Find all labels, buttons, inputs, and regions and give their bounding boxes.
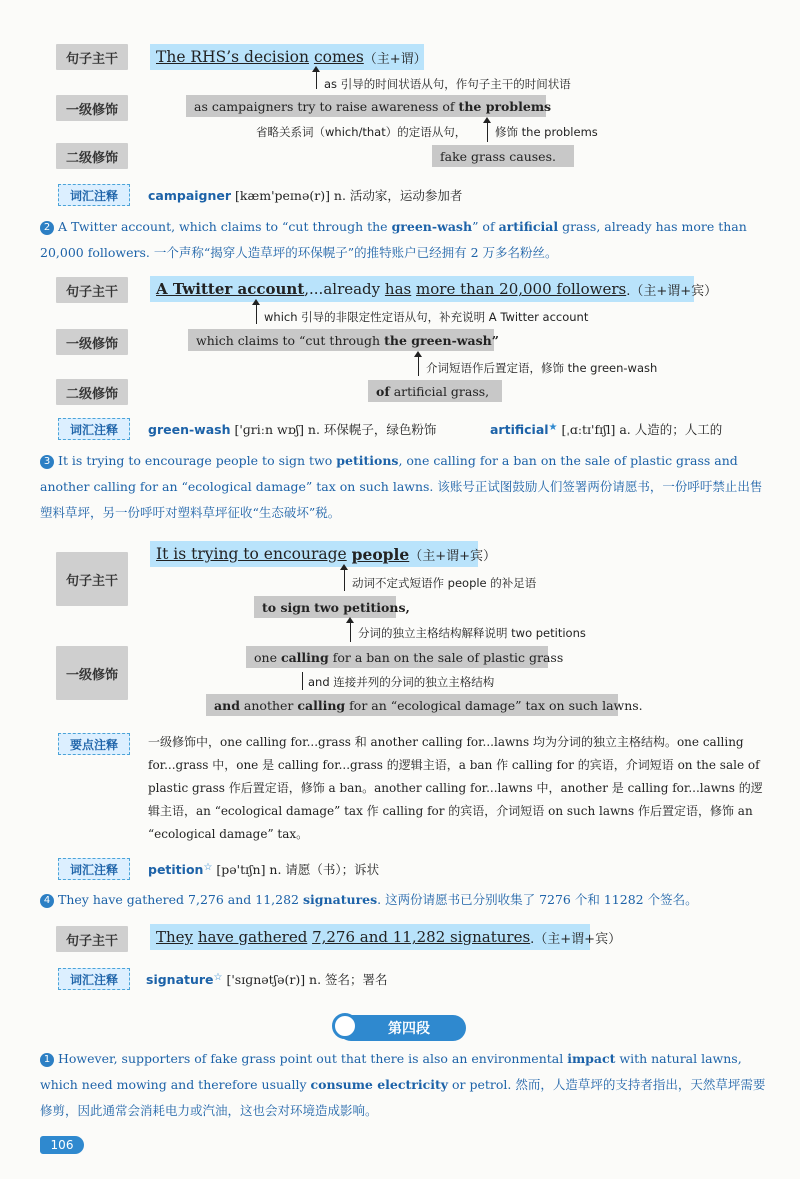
mod-key: and (214, 697, 240, 713)
mod-key: the green-wash” (384, 332, 499, 348)
mod-text: as campaigners try to raise awareness of (194, 98, 455, 114)
keyword: artificial (498, 219, 559, 234)
main-clause-2 (150, 276, 718, 302)
vocab-word: campaigner (148, 188, 232, 203)
arrow (487, 122, 488, 142)
main-clause-4 (150, 924, 622, 950)
sentence-number: 1 (40, 1053, 54, 1067)
mod-key: the problems (458, 98, 552, 114)
main-clause-3 (150, 541, 497, 567)
text: . 这两份请愿书已分别收集了 7276 个和 11282 个签名。 (377, 892, 698, 907)
label-vocab: 词汇注释 (58, 418, 130, 440)
vocab-def: [ˌɑːtɪ'fɪʃl] a. 人造的；人工的 (561, 422, 723, 437)
section-title: 第四段 (388, 1021, 430, 1037)
mod-key: of (376, 383, 390, 399)
note: 省略关系词（which/that）的定语从句， (256, 125, 467, 139)
structure: （主+谓+宾） (409, 548, 497, 564)
arrow (256, 304, 257, 324)
keyword: petitions (336, 453, 399, 468)
subject: A Twitter account (156, 280, 305, 298)
first-modifier (246, 646, 564, 668)
label-main-3: 句子主干 (56, 552, 128, 606)
label-first-mod: 一级修饰 (56, 646, 128, 700)
label-vocab: 词汇注释 (58, 184, 130, 206)
text: or petrol. 然而，人造草坪的支持者指出，天然草坪需要修剪，因此通常会消耗电力或汽油，这也会对环境造成影响。 (40, 1077, 766, 1118)
vocab-def: ['ɡriːn wɒʃ] n. 环保幌子，绿色粉饰 (234, 422, 437, 437)
vocab-word: petition (148, 862, 204, 877)
first-modifier (206, 694, 643, 716)
connector-line (302, 672, 303, 690)
vocab-word: artificial (490, 422, 549, 437)
sentence-5 (40, 1046, 768, 1124)
predicate: have gathered (197, 928, 308, 946)
structure: .（主+谓+宾） (626, 283, 718, 299)
text: A Twitter account, which claims to “cut through the (58, 219, 388, 234)
arrow (350, 622, 351, 642)
first-modifier (186, 95, 552, 117)
text: , one calling for a ban on the sale of plastic grass and another calling for an “ecological damage” tax on such lawns. 该账号正试图鼓励人们签署两份请愿书，一份呼吁禁止出售塑料草坪，另一份呼吁对塑料草坪征收“生态破坏”税。 (40, 453, 763, 520)
sentence-number: 4 (40, 894, 54, 908)
section-header (338, 1015, 466, 1041)
vocab-def: [pə'tɪʃn] n. 请愿（书）；诉状 (216, 862, 380, 877)
sentence-2 (40, 214, 768, 266)
predicate: comes (313, 48, 364, 66)
note: 修饰 the problems (495, 125, 598, 139)
vocab-def: [kæm'peɪnə(r)] n. 活动家，运动参加者 (235, 188, 463, 203)
sentence-4 (40, 887, 768, 913)
sentence-number: 3 (40, 455, 54, 469)
mod-text: which claims to “cut through (196, 332, 381, 348)
note: which 引导的非限定性定语从句，补充说明 A Twitter account (264, 310, 589, 324)
label-key-points: 要点注释 (58, 733, 130, 755)
mod-key: calling (280, 649, 329, 665)
mod-key: calling (297, 697, 346, 713)
text: It is trying to encourage people to sign two (58, 453, 333, 468)
object: 7,276 and 11,282 signatures (312, 928, 531, 946)
text: with natural lawns, which need mowing and therefore usually (40, 1051, 742, 1092)
text: They have gathered 7,276 and 11,282 (58, 892, 300, 907)
sentence-3 (40, 448, 768, 526)
object: more than 20,000 followers (416, 280, 627, 298)
arrow (344, 569, 345, 591)
label-second-mod: 二级修饰 (56, 379, 128, 405)
arrow (418, 356, 419, 376)
vocab-word: green-wash (148, 422, 231, 437)
text: grass, already has more than 20,000 followers. 一个声称“揭穿人造草坪的环保幌子”的推特账户已经拥有 2 万多名粉丝。 (40, 219, 747, 260)
text: ” of (472, 219, 495, 234)
vocab-word: signature (146, 972, 214, 987)
mod-text: to sign (262, 599, 311, 615)
keyword: consume electricity (310, 1077, 448, 1092)
second-modifier: fake grass causes. (432, 145, 574, 167)
vocab-def: ['sɪɡnətʃə(r)] n. 签名；署名 (226, 972, 388, 987)
note: 介词短语作后置定语，修饰 the green-wash (426, 361, 658, 375)
keyword: signatures (303, 892, 378, 907)
label-main-4: 句子主干 (56, 926, 128, 952)
star-icon: ☆ (203, 862, 213, 873)
predicate: has (384, 280, 412, 298)
subject-predicate: It is trying to encourage (156, 545, 347, 563)
label-vocab: 词汇注释 (58, 858, 130, 880)
label-vocab: 词汇注释 (58, 968, 130, 990)
structure: （主+谓） (363, 51, 427, 67)
vocab-entry (148, 860, 379, 878)
page-number: 106 (40, 1136, 84, 1154)
label-first-mod: 一级修饰 (56, 329, 128, 355)
subject: The RHS’s decision (156, 48, 309, 66)
mod-text: one (254, 649, 277, 665)
vocab-entry (146, 970, 388, 988)
text: However, supporters of fake grass point out that there is also an environmental (58, 1051, 564, 1066)
first-modifier (254, 596, 410, 618)
note: 动词不定式短语作 people 的补足语 (352, 576, 537, 590)
label-first-mod: 一级修饰 (56, 95, 128, 121)
text: ,...already (304, 280, 381, 298)
mod-text: another (243, 697, 294, 713)
arrow (316, 71, 317, 89)
keyword: green-wash (391, 219, 473, 234)
label-second-mod: 二级修饰 (56, 143, 128, 169)
vocab-entry (148, 420, 436, 438)
mod-text: for an “ecological damage” tax on such lawns. (349, 697, 643, 713)
first-modifier (188, 329, 499, 351)
sentence-number: 2 (40, 221, 54, 235)
label-main-2: 句子主干 (56, 277, 128, 303)
second-modifier (368, 380, 502, 402)
magnifier-icon (332, 1013, 358, 1039)
object: people (351, 544, 410, 564)
note: and 连接并列的分词的独立主格结构 (308, 675, 495, 689)
main-clause-1 (150, 44, 427, 70)
mod-text: artificial grass, (393, 383, 490, 399)
star-icon: ☆ (213, 972, 223, 983)
vocab-entry (148, 186, 462, 204)
label-main-1: 句子主干 (56, 44, 128, 70)
keyword: impact (567, 1051, 616, 1066)
vocab-entry (490, 420, 722, 438)
note: 分词的独立主格结构解释说明 two petitions (358, 626, 586, 640)
note: as 引导的时间状语从句，作句子主干的时间状语 (324, 77, 571, 91)
key-points-text: 一级修饰中，one calling for...grass 和 another calling for...lawns 均为分词的独立主格结构。one calling for...grass 中，one 是 calling for...grass 的逻辑主语，a ban 作 calling for 的宾语，介词短语 on the sale of plastic grass 作后置定语，修饰 a ban。another calling for...lawns 中，another 是 calling for...lawns 的逻辑主语，an “ecological damage” tax 作 calling for 的宾语，介词短语 on such lawns 作后置定语，修饰 an “ecological damage” tax。 (148, 735, 763, 841)
mod-text: for a ban on the sale of plastic grass (332, 649, 564, 665)
structure: .（主+谓+宾） (530, 931, 622, 947)
star-icon: ★ (548, 422, 558, 433)
subject: They (156, 928, 194, 946)
mod-key: two petitions, (314, 599, 410, 615)
